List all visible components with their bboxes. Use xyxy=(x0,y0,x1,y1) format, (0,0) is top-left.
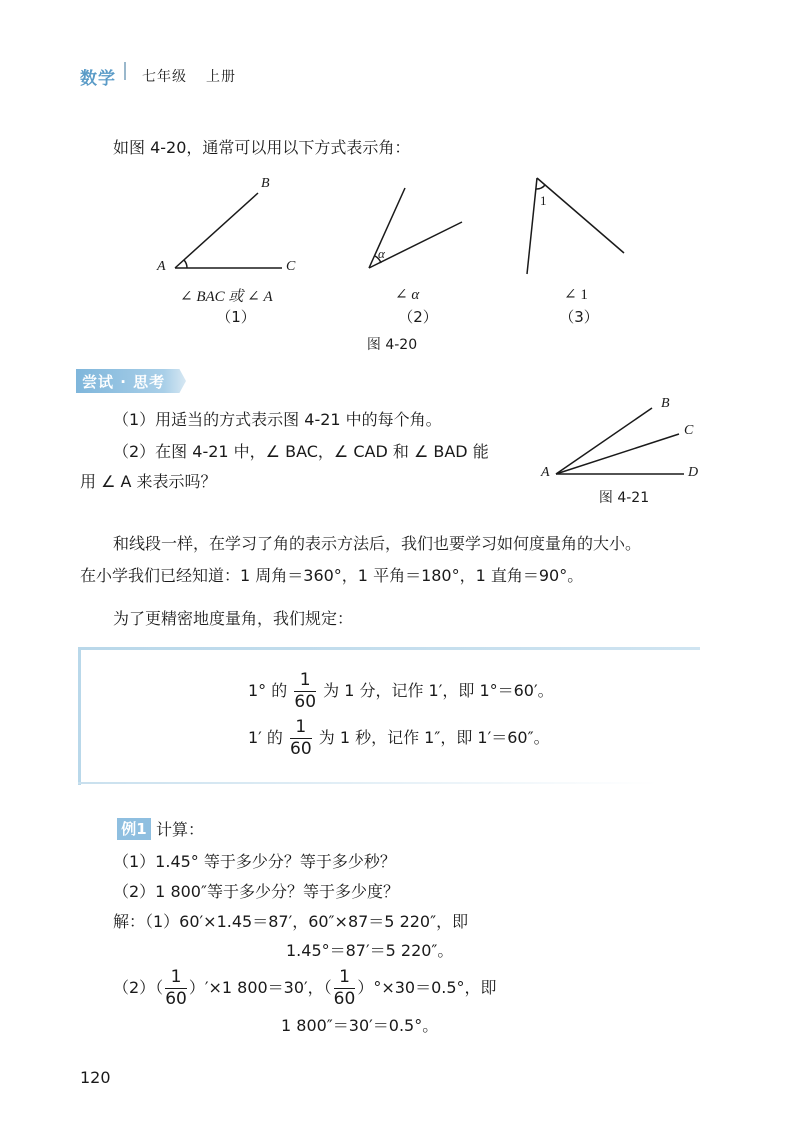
definition-fraction-1 xyxy=(294,672,316,711)
fig3-number: （3） xyxy=(559,308,599,326)
fig421-ray-ab xyxy=(556,408,652,474)
definition-line-2 xyxy=(248,717,550,759)
example-question-2: （2）1 800″等于多少分？等于多少度？ xyxy=(113,882,399,901)
body-paragraph-2: 为了更精密地度量角，我们规定： xyxy=(113,609,354,628)
fig3-label-one: 1 xyxy=(540,193,547,208)
solution-fraction-1 xyxy=(165,969,187,1008)
fig-4-20-title: 图 4-20 xyxy=(366,337,418,353)
fraction-denominator: 60 xyxy=(294,692,317,712)
fig1-label-b: B xyxy=(261,176,270,191)
example-badge: 例1 xyxy=(117,818,151,840)
fig3-caption: ∠ 1 xyxy=(564,287,588,303)
figure-4-21 xyxy=(0,0,800,500)
fraction-numerator: 1 xyxy=(334,969,356,989)
try-question-2-line1: （2）在图 4-21 中，∠ BAC，∠ CAD 和 ∠ BAD 能 xyxy=(113,442,489,461)
definition-line-1-prefix: 1° 的 xyxy=(248,681,288,700)
fig2-caption: ∠ α xyxy=(395,287,420,303)
fig421-label-a: A xyxy=(541,465,550,480)
fig1-label-a: A xyxy=(157,259,166,274)
example-title: 计算： xyxy=(156,820,205,839)
header-grade: 七年级 xyxy=(142,69,187,85)
definition-box xyxy=(78,647,700,785)
definition-box-top-border xyxy=(78,647,700,650)
fig1-number: （1） xyxy=(216,308,256,326)
definition-fraction-2 xyxy=(290,719,312,758)
definition-line-1-suffix: 为 1 分，记作 1′，即 1°＝60′。 xyxy=(323,681,554,700)
example-solution-line-1: 解：（1）60′×1.45＝87′，60″×87＝5 220″，即 xyxy=(113,912,469,931)
example-solution-line-4: 1 800″＝30′＝0.5°。 xyxy=(281,1016,439,1035)
try-question-2-line2: 用 ∠ A 来表示吗？ xyxy=(80,472,217,491)
body-paragraph-1-line2: 在小学我们已经知道：1 周角＝360°，1 平角＝180°，1 直角＝90°。 xyxy=(80,566,584,585)
fig1-caption: ∠ BAC 或 ∠ A xyxy=(180,289,273,305)
definition-line-2-prefix: 1′ 的 xyxy=(248,728,283,747)
fig421-label-b: B xyxy=(661,396,670,411)
fraction-denominator: 60 xyxy=(165,989,187,1009)
fraction-numerator: 1 xyxy=(290,719,312,739)
fraction-denominator: 60 xyxy=(333,989,356,1009)
fig421-label-c: C xyxy=(684,423,694,438)
solution-line-3-part-b: ）′×1 800＝30′，（ xyxy=(188,978,332,997)
solution-line-3-part-c: ）°×30＝0.5°，即 xyxy=(357,978,497,997)
fraction-numerator: 1 xyxy=(165,969,187,989)
definition-line-2-suffix: 为 1 秒，记作 1″，即 1′＝60″。 xyxy=(318,728,550,747)
fig421-ray-ac xyxy=(556,434,679,474)
body-paragraph-1-line1: 和线段一样，在学习了角的表示方法后，我们也要学习如何度量角的大小。 xyxy=(113,534,642,553)
fig2-label-alpha: α xyxy=(378,246,385,261)
page-number: 120 xyxy=(80,1068,111,1087)
fraction-denominator: 60 xyxy=(290,739,312,759)
solution-line-3-part-a: （2）（ xyxy=(113,978,164,997)
fig1-label-c: C xyxy=(286,259,296,274)
fig421-label-d: D xyxy=(688,465,699,480)
example-solution-line-2: 1.45°＝87′＝5 220″。 xyxy=(286,941,454,960)
fraction-numerator: 1 xyxy=(294,672,316,692)
try-think-label: 尝试 · 思考 xyxy=(82,373,166,391)
header-volume: 上册 xyxy=(206,69,236,85)
fig-4-21-title: 图 4-21 xyxy=(598,490,650,506)
definition-line-1 xyxy=(248,670,554,712)
intro-text: 如图 4-20，通常可以用以下方式表示角： xyxy=(113,138,411,157)
header-subject: 数学 xyxy=(80,69,116,89)
try-question-1: （1）用适当的方式表示图 4-21 中的每个角。 xyxy=(113,410,442,429)
definition-box-left-border xyxy=(78,647,81,785)
definition-box-bottom-border xyxy=(78,782,658,784)
example-solution-line-3 xyxy=(113,964,497,1012)
example-question-1: （1）1.45° 等于多少分？等于多少秒？ xyxy=(113,852,396,871)
solution-fraction-2 xyxy=(334,969,356,1008)
fig2-number: （2） xyxy=(398,308,438,326)
